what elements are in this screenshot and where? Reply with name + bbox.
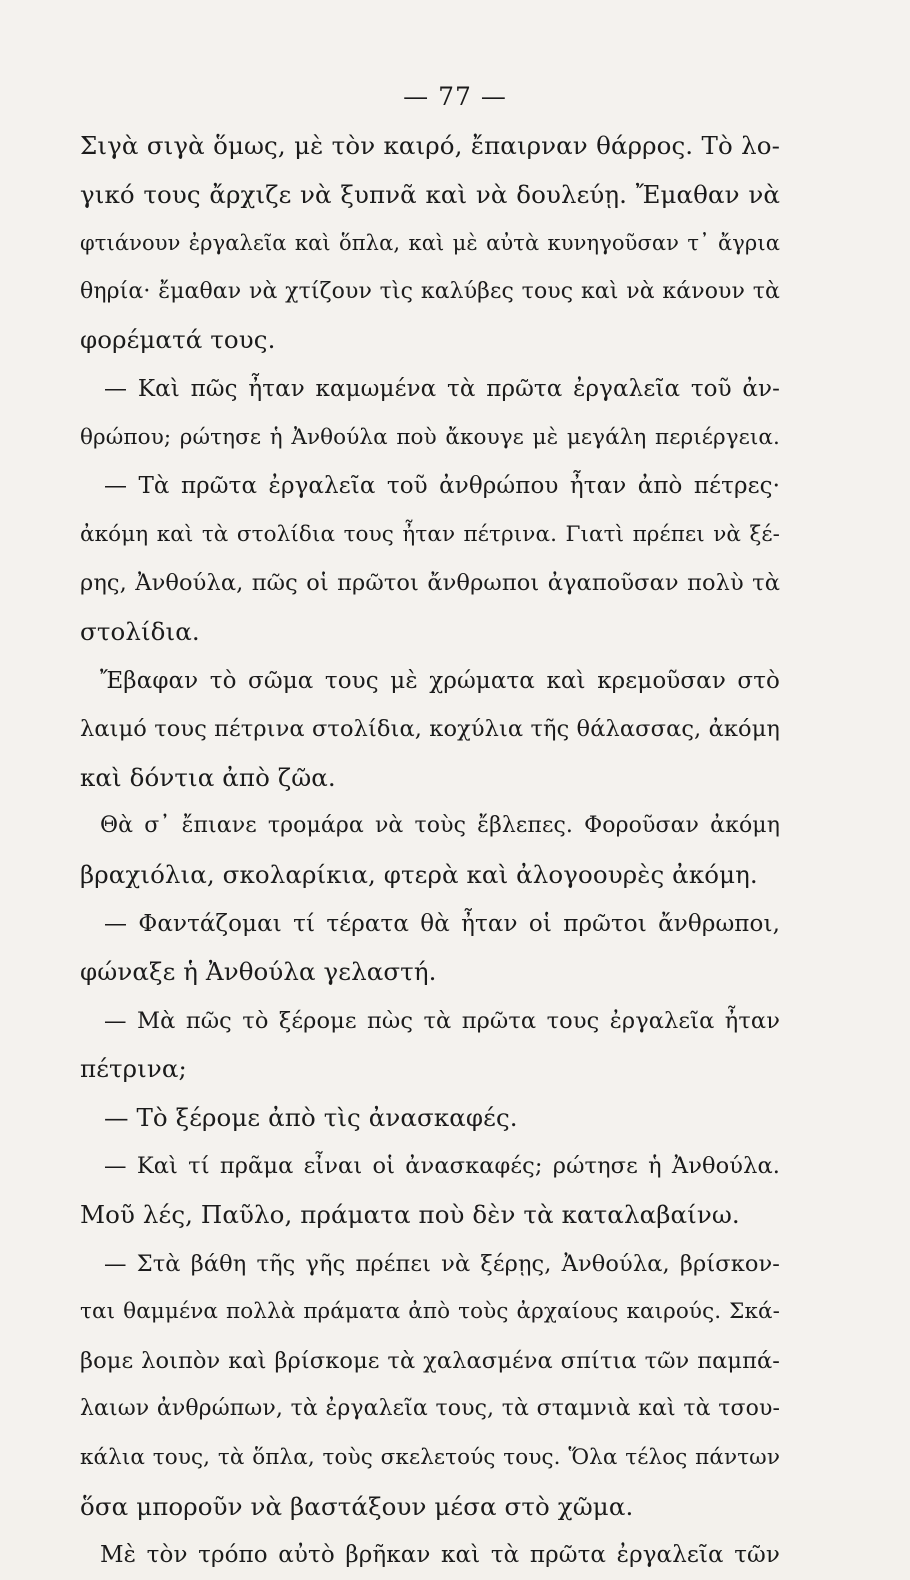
text-line: βομε λοιπὸν καὶ βρίσκομε τὰ χαλασμένα σπίτια τῶν παμπά- xyxy=(80,1347,780,1374)
page-number: — 77 — xyxy=(403,82,507,111)
body-text xyxy=(80,122,780,1580)
text-line: Θὰ σ᾽ ἔπιανε τρομάρα νὰ τοὺς ἔβλεπες. Φοροῦσαν ἀκόμη xyxy=(100,813,780,839)
text-line: ὅσα μποροῦν νὰ βαστάξουν μέσα στὸ χῶμα. xyxy=(80,1491,634,1521)
text-line: — Τὰ πρῶτα ἐργαλεῖα τοῦ ἀνθρώπου ἦταν ἀπὸ πέτρες· xyxy=(104,473,780,500)
text-line: — Τὸ ξέρομε ἀπὸ τὶς ἀνασκαφές. xyxy=(104,1102,518,1132)
text-line: ἀκόμη καὶ τὰ στολίδια τους ἦταν πέτρινα. Γιατὶ πρέπει νὰ ξέ- xyxy=(80,521,780,547)
text-line: καὶ δόντια ἀπὸ ζῶα. xyxy=(80,762,336,792)
text-line: βραχιόλια, σκολαρίκια, φτερὰ καὶ ἀλογοουρὲς ἀκόμη. xyxy=(80,859,758,889)
text-line: ται θαμμένα πολλὰ πράματα ἀπὸ τοὺς ἀρχαίους καιρούς. Σκά- xyxy=(80,1299,780,1325)
text-line: φώναξε ἡ Ἀνθούλα γελαστή. xyxy=(80,957,437,987)
text-line: Μὲ τὸν τρόπο αὐτὸ βρῆκαν καὶ τὰ πρῶτα ἐργαλεῖα τῶν xyxy=(100,1542,780,1569)
text-line: θρώπου; ρώτησε ἡ Ἀνθούλα ποὺ ἄκουγε μὲ μεγάλη περιέργεια. xyxy=(80,424,780,450)
text-line: φτιάνουν ἐργαλεῖα καὶ ὅπλα, καὶ μὲ αὐτὰ κυνηγοῦσαν τ᾽ ἄγρια xyxy=(80,231,780,256)
text-line: στολίδια. xyxy=(80,616,200,646)
text-line: λαιων ἀνθρώπων, τὰ ἐργαλεῖα τους, τὰ σταμνιὰ καὶ τὰ τσου- xyxy=(80,1396,780,1422)
text-line: Μοῦ λές, Παῦλο, πράματα ποὺ δὲν τὰ καταλαβαίνω. xyxy=(80,1200,740,1230)
text-line: — Καὶ πῶς ἦταν καμωμένα τὰ πρῶτα ἐργαλεῖα τοῦ ἀν- xyxy=(104,375,780,402)
text-line: — Καὶ τί πρᾶμα εἶναι οἱ ἀνασκαφές; ρώτησε ἡ Ἀνθούλα. xyxy=(104,1153,780,1180)
text-line: φορέματά τους. xyxy=(80,325,276,355)
text-line: γικό τους ἄρχιζε νὰ ξυπνᾶ καὶ νὰ δουλεύῃ. Ἔμαθαν νὰ xyxy=(80,179,780,209)
text-line: — Μὰ πῶς τὸ ξέρομε πὼς τὰ πρῶτα τους ἐργαλεῖα ἦταν xyxy=(104,1007,780,1034)
text-line: πέτρινα; xyxy=(80,1054,187,1084)
text-line: λαιμό τους πέτρινα στολίδια, κοχύλια τῆς θάλασσας, ἀκόμη xyxy=(80,716,780,743)
text-line: ρης, Ἀνθούλα, πῶς οἱ πρῶτοι ἄνθρωποι ἀγαποῦσαν πολὺ τὰ xyxy=(80,570,780,597)
text-line: — Στὰ βάθη τῆς γῆς πρέπει νὰ ξέρῃς, Ἀνθούλα, βρίσκον- xyxy=(104,1250,780,1277)
text-line: κάλια τους, τὰ ὅπλα, τοὺς σκελετούς τους. Ὅλα τέλος πάντων xyxy=(80,1445,780,1471)
text-line: — Φαντάζομαι τί τέρατα θὰ ἦταν οἱ πρῶτοι ἄνθρωποι, xyxy=(104,910,780,937)
text-line: θηρία· ἔμαθαν νὰ χτίζουν τὶς καλύβες τους καὶ νὰ κάνουν τὰ xyxy=(80,278,780,304)
text-line: Ἔβαφαν τὸ σῶμα τους μὲ χρώματα καὶ κρεμοῦσαν στὸ xyxy=(100,667,780,694)
text-line: Σιγὰ σιγὰ ὅμως, μὲ τὸν καιρό, ἔπαιρναν θάρρος. Τὸ λο- xyxy=(80,131,780,160)
